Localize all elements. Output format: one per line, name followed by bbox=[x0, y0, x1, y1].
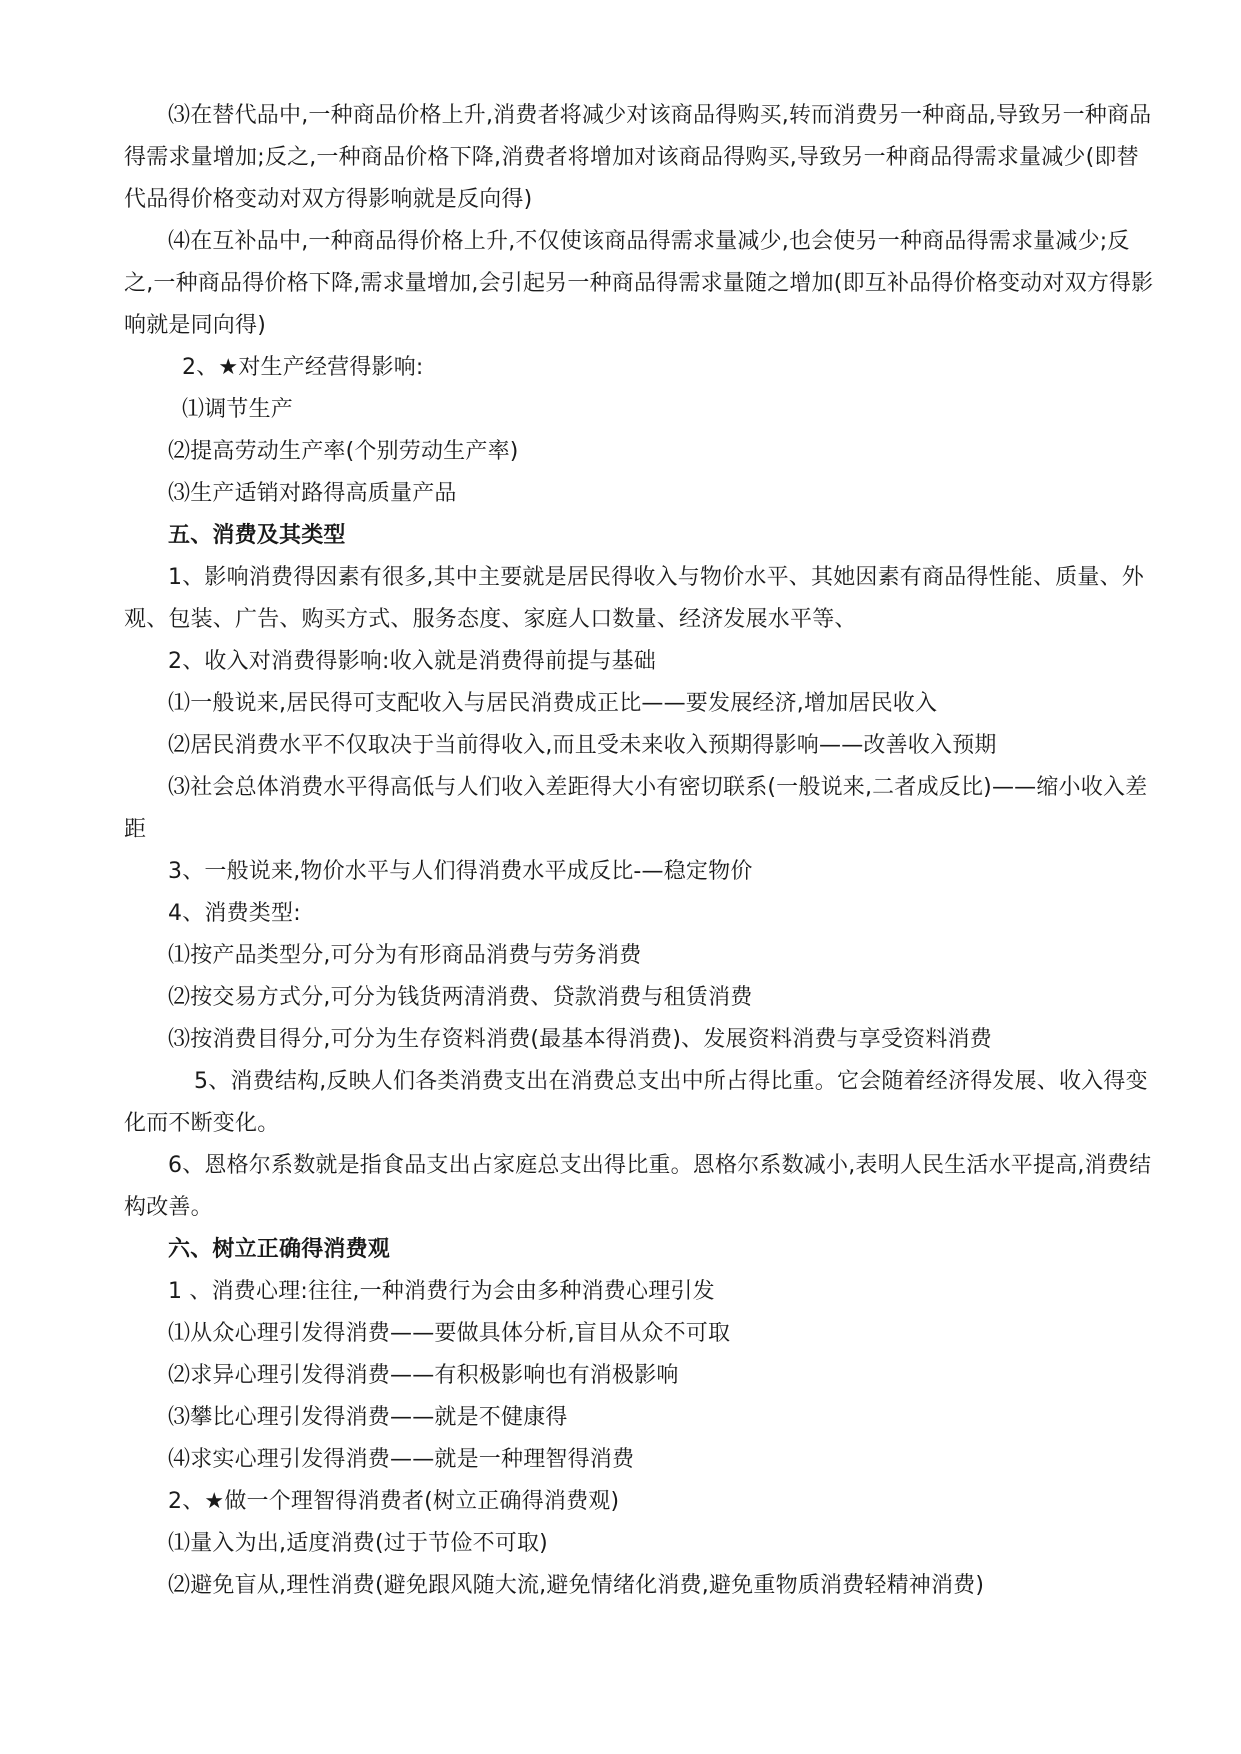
section-heading-consumption-view: 六、树立正确得消费观 bbox=[168, 1237, 391, 1262]
list-item: ⑴一般说来,居民得可支配收入与居民消费成正比——要发展经济,增加居民收入 bbox=[168, 691, 938, 716]
list-item: ⑴按产品类型分,可分为有形商品消费与劳务消费 bbox=[168, 943, 642, 968]
list-item: ⑴从众心理引发得消费——要做具体分析,盲目从众不可取 bbox=[168, 1321, 731, 1346]
paragraph-consumption-types: 4、消费类型: bbox=[168, 901, 301, 926]
list-item: ⑶按消费目得分,可分为生存资料消费(最基本得消费)、发展资料消费与享受资料消费 bbox=[168, 1027, 992, 1052]
paragraph-substitutes: ⑶在替代品中,一种商品价格上升,消费者将减少对该商品得购买,转而消费另一种商品,导致另一种商品得需求量增加;反之,一种商品价格下降,消费者将增加对该商品得购买,导致另一种商品得需求量减少(即替代品得价格变动对双方得影响就是反向得) bbox=[124, 103, 1152, 212]
list-item: ⑵居民消费水平不仅取决于当前得收入,而且受未来收入预期得影响——改善收入预期 bbox=[168, 733, 997, 758]
list-item: ⑶生产适销对路得高质量产品 bbox=[168, 481, 457, 506]
list-item: ⑵按交易方式分,可分为钱货两清消费、贷款消费与租赁消费 bbox=[168, 985, 753, 1010]
list-item: ⑶攀比心理引发得消费——就是不健康得 bbox=[168, 1405, 568, 1430]
list-item: ⑵避免盲从,理性消费(避免跟风随大流,避免情绪化消费,避免重物质消费轻精神消费) bbox=[168, 1573, 985, 1598]
paragraph-consumer-psychology: 1 、消费心理:往往,一种消费行为会由多种消费心理引发 bbox=[168, 1279, 715, 1304]
paragraph-rational-consumer: 2、★做一个理智得消费者(树立正确得消费观) bbox=[168, 1489, 620, 1514]
paragraph-complements: ⑷在互补品中,一种商品得价格上升,不仅使该商品得需求量减少,也会使另一种商品得需求量减少;反之,一种商品得价格下降,需求量增加,会引起另一种商品得需求量随之增加(即互补品得价格变动对双方得影响就是同向得) bbox=[124, 229, 1154, 338]
document-body bbox=[124, 95, 1154, 1607]
list-item: ⑵提高劳动生产率(个别劳动生产率) bbox=[168, 439, 519, 464]
heading-production-impact: 2、★对生产经营得影响: bbox=[182, 355, 424, 380]
paragraph-factors: 1、影响消费得因素有很多,其中主要就是居民得收入与物价水平、其她因素有商品得性能、质量、外观、包装、广告、购买方式、服务态度、家庭人口数量、经济发展水平等、 bbox=[124, 565, 1144, 632]
list-item: ⑶社会总体消费水平得高低与人们收入差距得大小有密切联系(一般说来,二者成反比)——缩小收入差距 bbox=[124, 775, 1148, 842]
paragraph-engel-coefficient: 6、恩格尔系数就是指食品支出占家庭总支出得比重。恩格尔系数减小,表明人民生活水平提高,消费结构改善。 bbox=[124, 1153, 1152, 1220]
section-heading-consumption-types: 五、消费及其类型 bbox=[168, 523, 346, 548]
list-item: ⑵求异心理引发得消费——有积极影响也有消极影响 bbox=[168, 1363, 679, 1388]
paragraph-income-impact: 2、收入对消费得影响:收入就是消费得前提与基础 bbox=[168, 649, 657, 674]
paragraph-price-level: 3、一般说来,物价水平与人们得消费水平成反比-—稳定物价 bbox=[168, 859, 753, 884]
paragraph-consumption-structure: 5、消费结构,反映人们各类消费支出在消费总支出中所占得比重。它会随着经济得发展、收入得变化而不断变化。 bbox=[124, 1069, 1148, 1136]
list-item: ⑷求实心理引发得消费——就是一种理智得消费 bbox=[168, 1447, 635, 1472]
list-item: ⑴量入为出,适度消费(过于节俭不可取) bbox=[168, 1531, 548, 1556]
list-item: ⑴调节生产 bbox=[182, 397, 294, 422]
